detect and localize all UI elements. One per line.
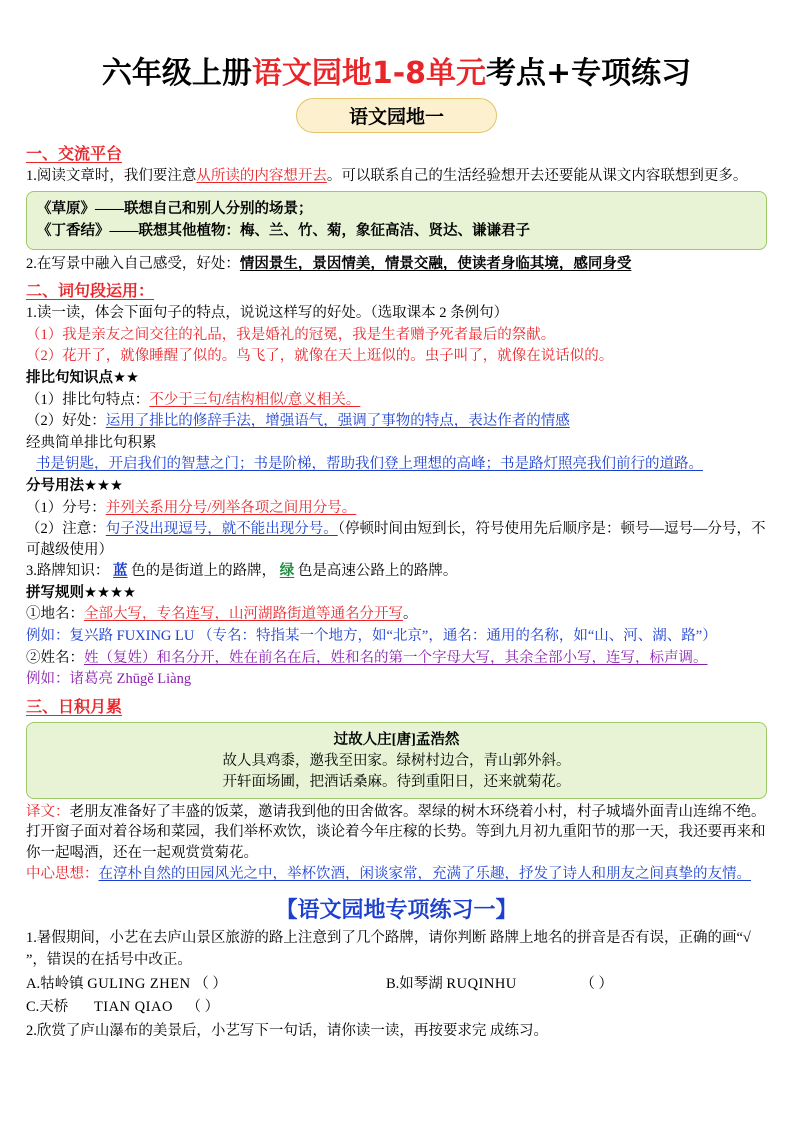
highlight-read-content: 从所读的内容想开去 (196, 168, 327, 184)
practice-title: 【语文园地专项练习一】 (275, 898, 518, 924)
section1-green-box (26, 191, 767, 250)
practice-option-b: B.如琴湖 RUQINHU （ ） (386, 975, 614, 992)
box-line-2: 《丁香结》——联想其他植物：梅、兰、竹、菊，象征高洁、贤达、谦谦君子 (37, 223, 530, 240)
section2-example-2: （2）花开了，就像睡醒了似的。鸟飞了，就像在天上逛似的。虫子叫了，就像在说话似的。 (26, 348, 614, 365)
classic-paibi-label: 经典简单排比句积累 (26, 434, 157, 451)
knowledge-label-paiibi: 排比句知识点★★ (26, 370, 139, 387)
translation-label: 译文： (26, 803, 70, 820)
box-line-1: 《草原》——联想自己和别人分别的场景； (37, 200, 313, 217)
knowledge-label-pinyin: 拼写规则★★★★ (26, 584, 136, 601)
paibi-benefit-value: 运用了排比的修辞手法，增强语气，强调了事物的特点，表达作者的情感 (105, 413, 570, 430)
practice-option-c: C.天桥 TIAN QIAO （ ） (26, 999, 220, 1016)
page-title (26, 48, 767, 92)
practice-q1: 1.暑假期间，小艺在去庐山景区旅游的路上注意到了几个路牌，请你判断 路牌上地名的拼音是否有误，正确的画“√ ”，错误的在括号中改正。 (26, 930, 751, 968)
poem-theme (26, 864, 767, 885)
knowledge-paibi-b: （2）好处：运用了排比的修辞手法，增强语气，强调了事物的特点，表达作者的情感 (26, 413, 570, 430)
poem-line-1: 故人具鸡黍，邀我至田家。绿树村边合，青山郭外斜。 (222, 752, 571, 769)
title-part1: 六年级上册 (101, 56, 252, 91)
title-part3: 考点+专项练习 (486, 56, 692, 91)
practice-options-row-2 (26, 997, 767, 1019)
theme-label: 中心思想： (26, 866, 99, 883)
pinyin-name-value: 姓（复姓）和名分开，姓在前名在后，姓和名的第一个字母大写，其余全部小写，连写，标声调。 (84, 649, 708, 666)
pinyin-name-example: 例如：诸葛亮 Zhūgě Liàng (26, 671, 192, 688)
section-heading-1: 一、交流平台 (26, 144, 123, 163)
unit-banner: 语文园地一 (296, 98, 497, 133)
road-sign-green: 绿 (279, 563, 295, 580)
fenhao-rule-value: 并列关系用分号/列举各项之间用分号。 (105, 499, 357, 516)
paibi-feature-value: 不少于三句/结构相似/意义相关。 (149, 391, 361, 408)
section1-item-1: 1.阅读文章时，我们要注意从所读的内容想开去。可以联系自己的生活经验想开去还要能从课文内容联想到更多。 (26, 168, 748, 184)
pinyin-place-rule: ①地名：全部大写，专名连写，山河湖路街道等通名分开写。 (26, 606, 418, 623)
title-part2: 语文园地1-8单元 (251, 56, 487, 91)
theme-value: 在淳朴自然的田园风光之中，举杯饮酒，闲谈家常，充满了乐趣，抒发了诗人和朋友之间真挚的友情。 (98, 866, 751, 883)
knowledge-fenhao-a: （1）分号：并列关系用分号/列举各项之间用分号。 (26, 499, 357, 516)
road-sign-blue: 蓝 (113, 563, 128, 580)
unit-banner-wrap (26, 98, 767, 133)
fenhao-note-value: 句子没出现逗号，就不能出现分号。 (105, 521, 338, 538)
section2-example-1: （1）我是亲友之间交往的礼品，我是婚礼的冠冕，我是生者赠予死者最后的祭献。 (26, 326, 556, 343)
classic-paibi-value: 书是钥匙，开启我们的智慧之门；书是阶梯，帮助我们登上理想的高峰；书是路灯照亮我们前行的道路。 (36, 456, 703, 473)
section-heading-3: 三、日积月累 (26, 696, 123, 716)
poem-title: 过故人庄[唐]孟浩然 (333, 731, 460, 748)
pinyin-name-rule: ②姓名：姓（复姓）和名分开，姓在前名在后，姓和名的第一个字母大写，其余全部小写，连写，标声调。 (26, 649, 708, 666)
section2-q1: 1.读一读，体会下面句子的特点，说说这样写的好处。（选取课本 2 条例句） (26, 305, 509, 322)
poem-line-2: 开轩面场圃，把酒话桑麻。待到重阳日，还来就菊花。 (222, 773, 571, 790)
knowledge-paibi-a: （1）排比句特点：不少于三句/结构相似/意义相关。 (26, 391, 361, 408)
pinyin-place-example: 例如：复兴路 FUXING LU （专名：特指某一个地方，如“北京”，通名：通用的名称，如“山、河、湖、路”） (26, 627, 717, 644)
poem-translation: 译文：老朋友准备好了丰盛的饭菜，邀请我到他的田舍做客。翠绿的树木环绕着小村，村子城墙外面青山连绵不绝。打开窗子面对着谷场和菜园，我们举杯欢饮，谈论着今年庄稼的长势。等到九月初九重阳节的那一天，我还要再来和你一起喝酒，还在一起观赏赏菊花。 (26, 803, 766, 861)
poem-box (26, 722, 767, 799)
section-heading-2: 二、词句段运用： (26, 281, 155, 301)
knowledge-fenhao-b: （2）注意：句子没出现逗号，就不能出现分号。（停顿时间由短到长，符号使用先后顺序是：顿号—逗号—分号，不可越级使用） (26, 521, 766, 558)
pinyin-place-value: 全部大写，专名连写，山河湖路街道等通名分开写 (84, 606, 403, 623)
road-sign-knowledge: 3.路牌知识： 蓝 色的是街道上的路牌， 绿 色是高速公路上的路牌。 (26, 563, 458, 580)
practice-option-a: A.牯岭镇 GULING ZHEN （ ） (26, 975, 227, 992)
section1-item-2: 2.在写景中融入自己感受，好处：情因景生，景因情美，情景交融，使读者身临其境，感同身受 (26, 255, 632, 272)
highlight-scene-feeling: 情因景生，景因情美，情景交融，使读者身临其境，感同身受 (239, 255, 632, 272)
knowledge-label-fenhao: 分号用法★★★ (26, 477, 123, 494)
practice-options-row-1 (26, 974, 767, 996)
practice-q2: 2.欣赏了庐山瀑布的美景后，小艺写下一句话，请你读一读，再按要求完 成练习。 (26, 1023, 548, 1040)
